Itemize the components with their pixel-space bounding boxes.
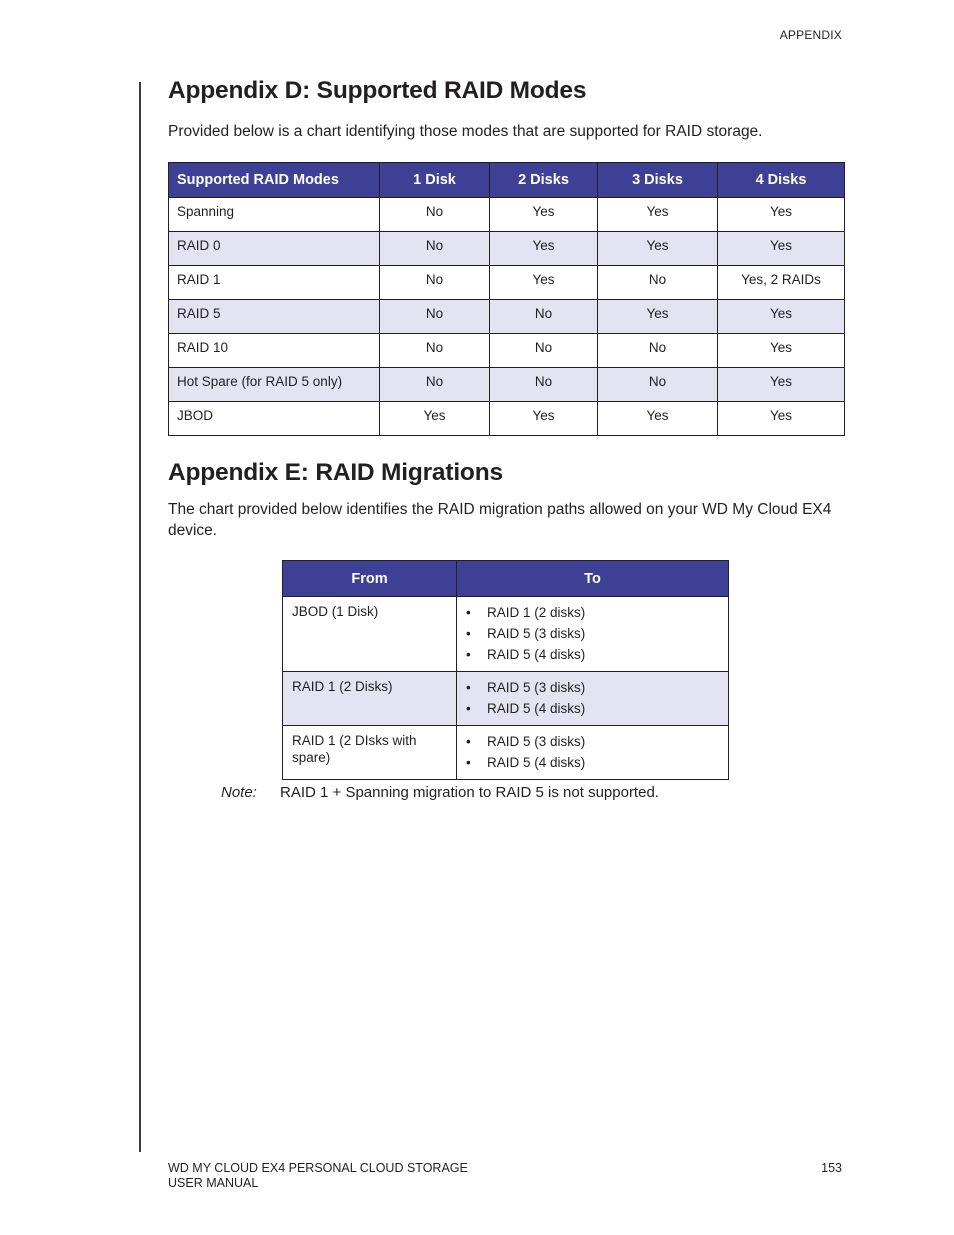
table-cell: Spanning <box>169 198 380 232</box>
footer-document-type: USER MANUAL <box>168 1176 259 1190</box>
table-cell: Yes <box>718 232 845 266</box>
appendix-e-title: Appendix E: RAID Migrations <box>168 459 503 486</box>
table-row <box>169 300 845 334</box>
list-item-text: RAID 5 (4 disks) <box>487 647 586 662</box>
bullet: • <box>466 605 471 620</box>
note-label: Note: <box>221 784 257 801</box>
table-row <box>169 368 845 402</box>
page-number: 153 <box>821 1161 842 1175</box>
bullet: • <box>466 680 471 695</box>
table-cell: No <box>490 334 598 368</box>
table-cell: Hot Spare (for RAID 5 only) <box>169 368 380 402</box>
table-row <box>169 334 845 368</box>
column-header: 3 Disks <box>598 163 718 198</box>
table-row <box>283 726 729 780</box>
table-cell: Yes <box>598 402 718 436</box>
column-header: Supported RAID Modes <box>169 163 380 198</box>
list-item <box>466 644 720 665</box>
raid-migrations-table <box>282 560 729 780</box>
migration-target-list <box>466 677 720 719</box>
table-cell: Yes <box>490 266 598 300</box>
bullet: • <box>466 647 471 662</box>
list-item <box>466 602 720 623</box>
list-item <box>466 698 720 719</box>
from-cell: RAID 1 (2 DIsks with spare) <box>283 726 457 780</box>
table-cell: No <box>380 334 490 368</box>
list-item <box>466 752 720 773</box>
table-cell: Yes <box>718 300 845 334</box>
table-cell: Yes <box>490 402 598 436</box>
appendix-d-intro: Provided below is a chart identifying those modes that are supported for RAID storage. <box>168 123 763 140</box>
table-cell: No <box>598 368 718 402</box>
list-item <box>466 677 720 698</box>
table-row <box>169 232 845 266</box>
table-cell: Yes <box>380 402 490 436</box>
table-header-row <box>283 561 729 597</box>
supported-raid-modes-table <box>168 162 845 436</box>
to-cell <box>457 672 729 726</box>
appendix-d-section <box>168 77 843 436</box>
column-header: From <box>283 561 457 597</box>
table-row <box>169 266 845 300</box>
migration-target-list <box>466 602 720 665</box>
column-header: To <box>457 561 729 597</box>
note-text: RAID 1 + Spanning migration to RAID 5 is not supported. <box>280 784 659 801</box>
table-row <box>169 198 845 232</box>
list-item <box>466 623 720 644</box>
table-cell: Yes <box>718 368 845 402</box>
table-header-row <box>169 163 845 198</box>
table-cell: Yes <box>490 198 598 232</box>
column-header: 4 Disks <box>718 163 845 198</box>
list-item-text: RAID 1 (2 disks) <box>487 605 586 620</box>
table-cell: No <box>380 368 490 402</box>
appendix-d-title: Appendix D: Supported RAID Modes <box>168 77 587 104</box>
table-cell: No <box>490 368 598 402</box>
table-cell: RAID 10 <box>169 334 380 368</box>
to-cell <box>457 726 729 780</box>
list-item-text: RAID 5 (3 disks) <box>487 626 586 641</box>
bullet: • <box>466 755 471 770</box>
table-cell: Yes <box>598 300 718 334</box>
table-cell: Yes <box>598 232 718 266</box>
table-cell: No <box>490 300 598 334</box>
table-cell: No <box>598 334 718 368</box>
table-cell: No <box>598 266 718 300</box>
bullet: • <box>466 701 471 716</box>
table-cell: JBOD <box>169 402 380 436</box>
table-cell: Yes <box>490 232 598 266</box>
from-cell: RAID 1 (2 Disks) <box>283 672 457 726</box>
table-cell: RAID 5 <box>169 300 380 334</box>
margin-rule <box>139 82 141 1152</box>
table-cell: Yes <box>718 402 845 436</box>
table-row <box>283 597 729 672</box>
table-cell: No <box>380 266 490 300</box>
list-item <box>466 731 720 752</box>
list-item-text: RAID 5 (4 disks) <box>487 755 586 770</box>
table-cell: Yes <box>598 198 718 232</box>
table-row <box>169 402 845 436</box>
table-cell: No <box>380 232 490 266</box>
appendix-e-section <box>168 459 843 541</box>
bullet: • <box>466 734 471 749</box>
table-cell: No <box>380 198 490 232</box>
table-cell: Yes, 2 RAIDs <box>718 266 845 300</box>
footer-title <box>168 1161 468 1191</box>
bullet: • <box>466 626 471 641</box>
to-cell <box>457 597 729 672</box>
table-row <box>283 672 729 726</box>
column-header: 1 Disk <box>380 163 490 198</box>
from-cell: JBOD (1 Disk) <box>283 597 457 672</box>
appendix-e-intro: The chart provided below identifies the RAID migration paths allowed on your WD My Cloud EX4 device. <box>168 501 832 539</box>
table-cell: RAID 1 <box>169 266 380 300</box>
list-item-text: RAID 5 (3 disks) <box>487 680 586 695</box>
footer-product-name: WD MY CLOUD EX4 PERSONAL CLOUD STORAGE <box>168 1161 468 1175</box>
table-cell: Yes <box>718 198 845 232</box>
column-header: 2 Disks <box>490 163 598 198</box>
table-cell: RAID 0 <box>169 232 380 266</box>
running-header: APPENDIX <box>779 28 842 42</box>
note <box>221 784 659 801</box>
list-item-text: RAID 5 (3 disks) <box>487 734 586 749</box>
migration-target-list <box>466 731 720 773</box>
list-item-text: RAID 5 (4 disks) <box>487 701 586 716</box>
table-cell: Yes <box>718 334 845 368</box>
table-cell: No <box>380 300 490 334</box>
